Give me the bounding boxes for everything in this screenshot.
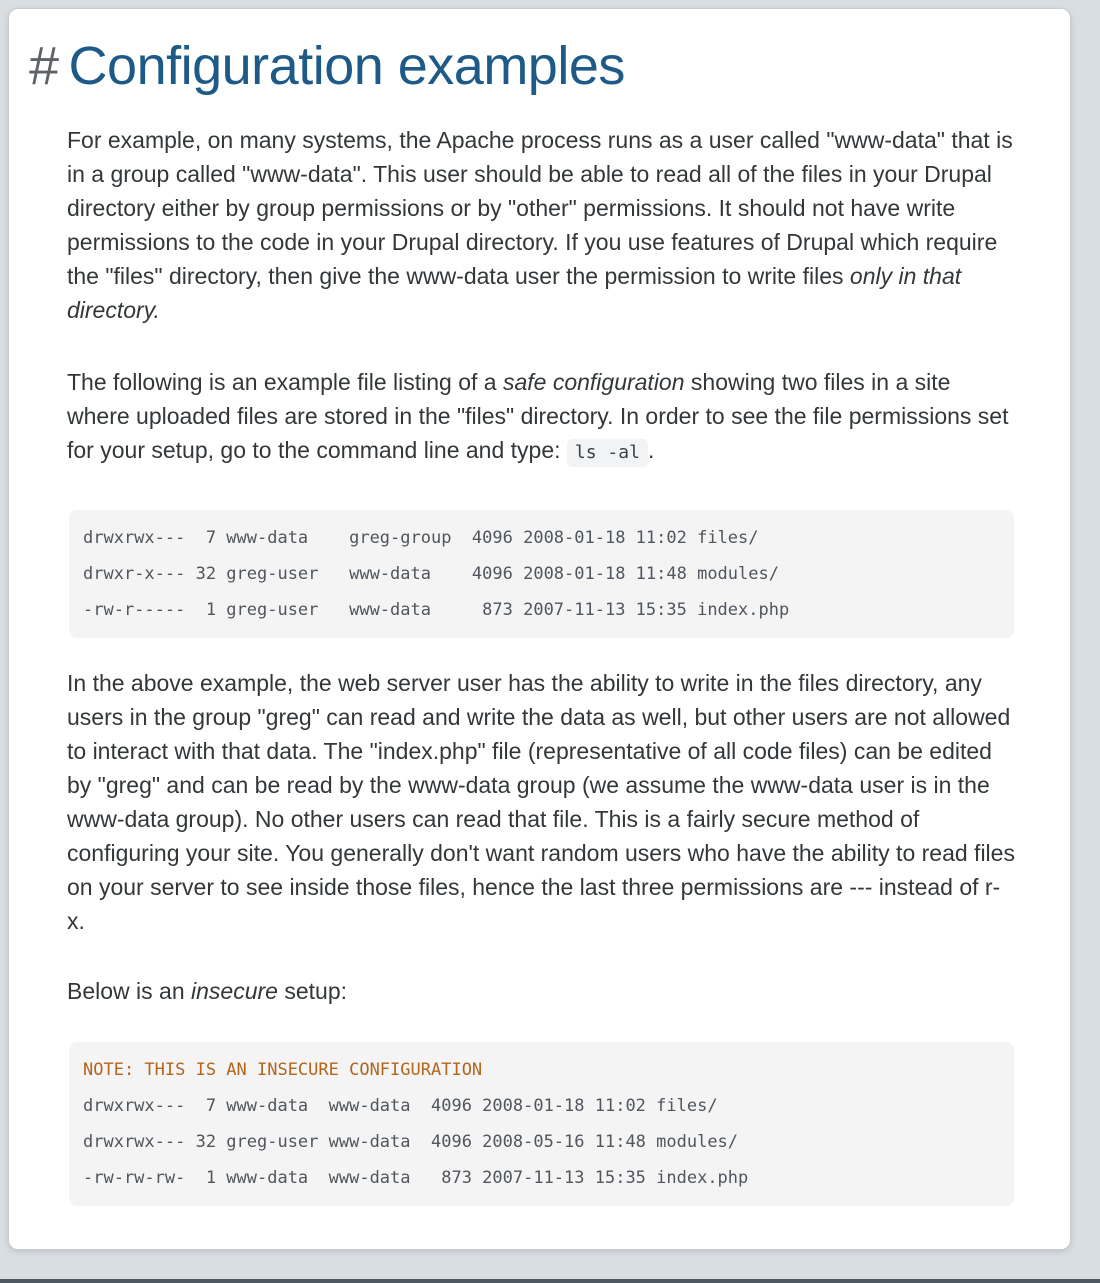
code-block-insecure-config bbox=[69, 1042, 1014, 1206]
code-note-line: NOTE: THIS IS AN INSECURE CONFIGURATION bbox=[83, 1060, 483, 1080]
paragraph-italic-text: insecure bbox=[191, 978, 278, 1004]
paragraph-text: showing two files in a site where uploaded files are stored in the "files" directory. In order to see the file permissions set for your setup, go to the command line and type: bbox=[67, 369, 1009, 463]
heading-text: Configuration examples bbox=[68, 36, 625, 96]
code-line-files: drwxrwx--- 7 www-data greg-group 4096 2008-01-18 11:02 files/ bbox=[83, 528, 759, 548]
code-line-index-php: -rw-rw-rw- 1 www-data www-data 873 2007-11-13 15:35 index.php bbox=[83, 1168, 749, 1188]
paragraph-text: The following is an example file listing of a bbox=[67, 369, 503, 395]
paragraph-insecure-intro bbox=[67, 974, 1016, 1008]
paragraph-apache-user bbox=[67, 123, 1016, 327]
code-line-index-php: -rw-r----- 1 greg-user www-data 873 2007-11-13 15:35 index.php bbox=[83, 600, 790, 620]
paragraph-explanation: In the above example, the web server user has the ability to write in the files directory, any users in the group "greg" can read and write the data as well, but other users are not allowed to interact with that data. The "index.php" file (representative of all code files) can be edited by "greg" and can be read by the www-data group (we assume the www-data user is in the www-data group). No other users can read that file. This is a fairly secure method of configuring your site. You generally don't want random users who have the ability to read files on your server to see inside those files, hence the last three permissions are --- instead of r-x. bbox=[67, 670, 1015, 934]
paragraph-text: For example, on many systems, the Apache process runs as a user called "www-data" that is in a group called "www-data". This user should be able to read all of the files in your Drupal directory either by group permissions or by "other" permissions. It should not have write permissions to the code in your Drupal directory. If you use features of Drupal which require the "files" directory, then give the www-data user the permission to write files bbox=[67, 127, 1013, 289]
code-block-safe-config bbox=[69, 510, 1014, 638]
paragraph-text: . bbox=[647, 437, 655, 463]
bottom-edge-bar bbox=[0, 1279, 1100, 1283]
paragraph-safe-listing-intro bbox=[67, 365, 1016, 470]
inline-code-ls-al: ls -al bbox=[567, 439, 648, 467]
paragraph-text: setup: bbox=[277, 978, 347, 1004]
paragraph-italic-text: safe configuration bbox=[502, 369, 685, 395]
code-line-modules: drwxrwx--- 32 greg-user www-data 4096 2008-05-16 11:48 modules/ bbox=[83, 1132, 739, 1152]
code-line-files: drwxrwx--- 7 www-data www-data 4096 2008-01-18 11:02 files/ bbox=[83, 1096, 718, 1116]
content-card bbox=[8, 8, 1071, 1250]
paragraph-italic-text: only in that directory. bbox=[67, 263, 962, 323]
code-line-modules: drwxr-x--- 32 greg-user www-data 4096 2008-01-18 11:48 modules/ bbox=[83, 564, 779, 584]
page-title bbox=[29, 35, 1070, 97]
heading-hash-marker: # bbox=[29, 36, 59, 96]
paragraph-text: Below is an bbox=[67, 978, 192, 1004]
